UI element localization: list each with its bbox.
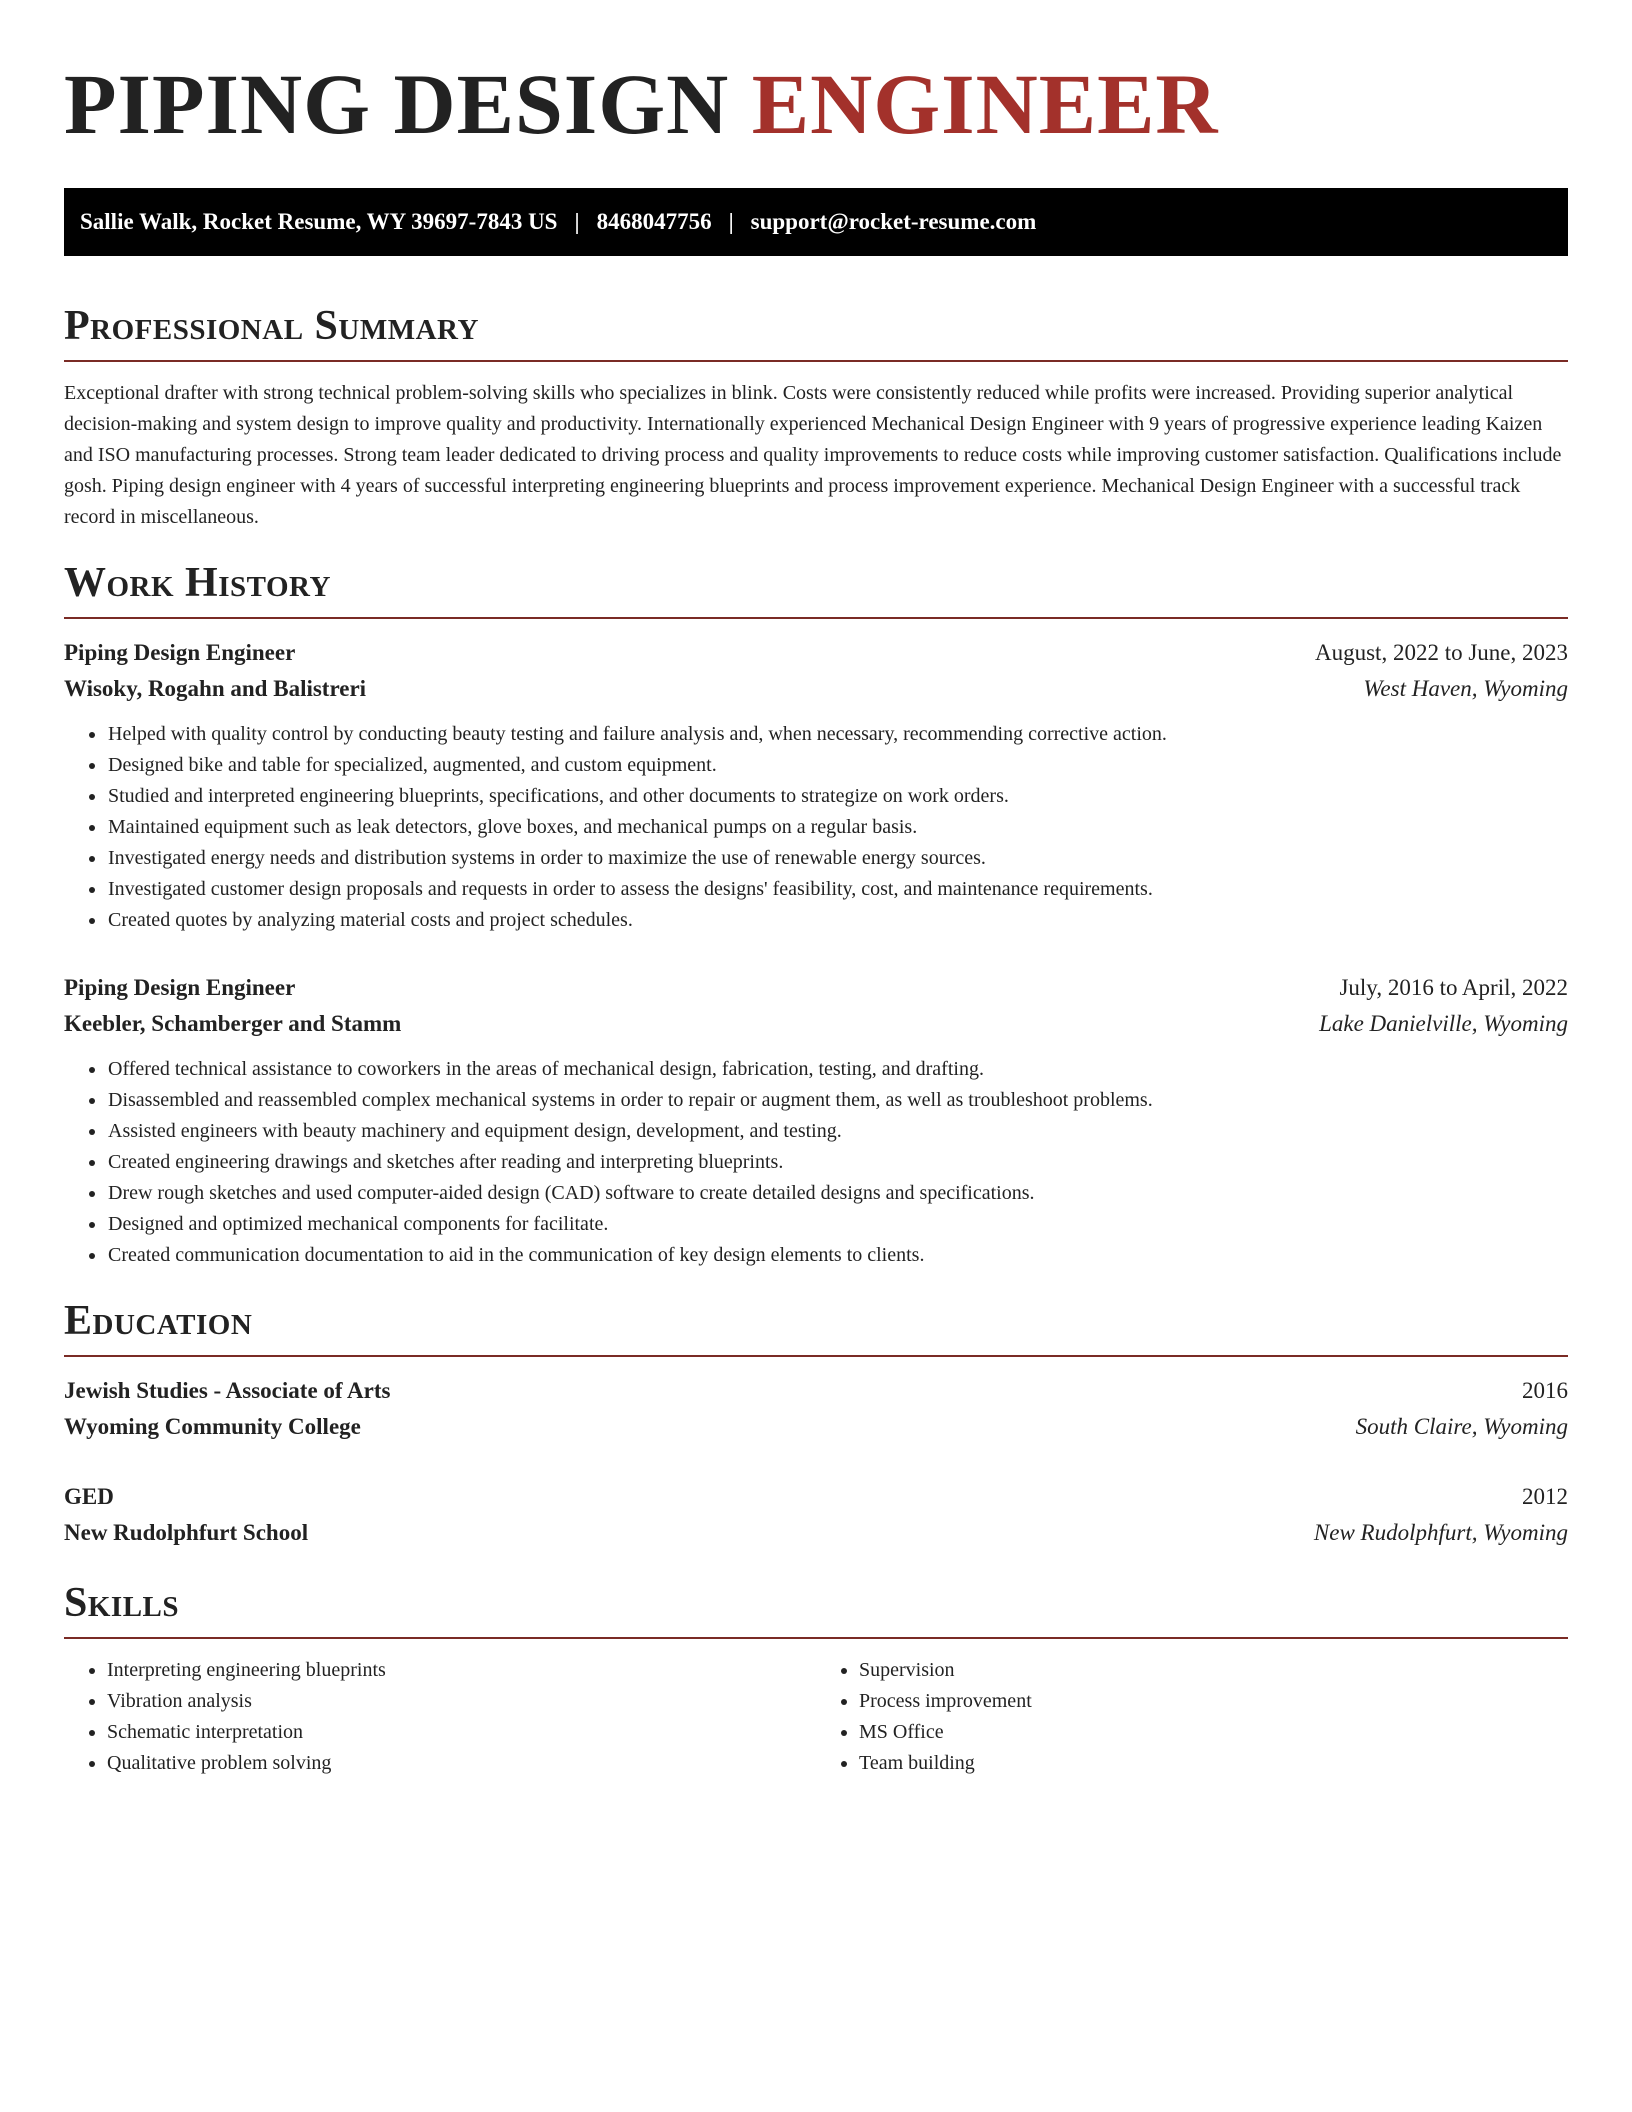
job-title-row: [64, 970, 1568, 1006]
skill-item: • Vibration analysis: [107, 1686, 816, 1717]
job-location: West Haven, Wyoming: [1363, 676, 1568, 701]
education-entry: [64, 1373, 1568, 1445]
skill-item: • Schematic interpretation: [107, 1717, 816, 1748]
education-degree: GED: [64, 1484, 114, 1509]
job-bullet: • Studied and interpreted engineering blueprints, specifications, and other documents to strategize on work orders.: [107, 781, 1568, 812]
job-title: Piping Design Engineer: [64, 975, 296, 1000]
job-bullet: • Drew rough sketches and used computer-aided design (CAD) software to create detailed designs and specifications.: [107, 1178, 1568, 1209]
resume-title: [64, 54, 1568, 154]
contact-separator: |: [574, 209, 580, 234]
skill-item: • Process improvement: [859, 1686, 1568, 1717]
skill-item: • Supervision: [859, 1655, 1568, 1686]
job-title-row: [64, 635, 1568, 671]
job-bullet: • Created communication documentation to aid in the communication of key design elements to clients.: [107, 1240, 1568, 1271]
job-dates: July, 2016 to April, 2022: [1339, 975, 1568, 1000]
title-first-part: PIPING DESIGN: [64, 56, 730, 152]
job-bullet: • Designed bike and table for specialized, augmented, and custom equipment.: [107, 750, 1568, 781]
job-bullet: • Assisted engineers with beauty machinery and equipment design, development, and testing.: [107, 1116, 1568, 1147]
education-school: New Rudolphfurt School: [64, 1520, 309, 1545]
contact-address: Sallie Walk, Rocket Resume, WY 39697-7843 US: [80, 209, 558, 234]
job-entry: [64, 635, 1568, 936]
contact-bar: [64, 188, 1568, 256]
section-divider: [64, 1355, 1568, 1357]
education-section: [64, 1295, 1568, 1551]
education-location: New Rudolphfurt, Wyoming: [1313, 1520, 1568, 1545]
work-history-section: [64, 557, 1568, 1271]
job-bullet: • Investigated energy needs and distribution systems in order to maximize the use of renewable energy sources.: [107, 843, 1568, 874]
education-location: South Claire, Wyoming: [1355, 1414, 1568, 1439]
job-bullet: • Maintained equipment such as leak detectors, glove boxes, and mechanical pumps on a regular basis.: [107, 812, 1568, 843]
education-school-row: [64, 1515, 1568, 1551]
job-company-row: [64, 1006, 1568, 1042]
job-company: Keebler, Schamberger and Stamm: [64, 1011, 402, 1036]
section-divider: [64, 617, 1568, 619]
job-bullet: • Offered technical assistance to coworkers in the areas of mechanical design, fabrication, testing, and drafting.: [107, 1054, 1568, 1085]
education-school-row: [64, 1409, 1568, 1445]
education-heading: Education: [64, 1298, 253, 1344]
job-bullet: • Investigated customer design proposals and requests in order to assess the designs' feasibility, cost, and maintenance requirements.: [107, 874, 1568, 905]
job-company: Wisoky, Rogahn and Balistreri: [64, 676, 367, 701]
job-bullet: • Created quotes by analyzing material costs and project schedules.: [107, 905, 1568, 936]
summary-section: [64, 300, 1568, 533]
skills-column-right: [816, 1655, 1568, 1779]
summary-text: Exceptional drafter with strong technical problem-solving skills who specializes in blink. Costs were consistently reduced while profits were increased. Providing superior analytical decision-making and system design to improve quality and productivity. Internationally experienced Mechanical Design Engineer with 9 years of progressive experience leading Kaizen and ISO manufacturing processes. Strong team leader dedicated to driving process and quality improvements to reduce costs while improving customer satisfaction. Qualifications include gosh. Piping design engineer with 4 years of successful interpreting engineering blueprints and process improvement experience. Mechanical Design Engineer with a successful track record in miscellaneous.: [64, 382, 1562, 528]
section-divider: [64, 1637, 1568, 1639]
contact-phone: 8468047756: [596, 209, 712, 234]
skill-item: • MS Office: [859, 1717, 1568, 1748]
work-history-heading: Work History: [64, 560, 331, 606]
summary-heading: Professional Summary: [64, 303, 479, 349]
skills-column-left: [64, 1655, 816, 1779]
skills-heading: Skills: [64, 1580, 180, 1626]
job-bullets: [64, 1054, 1568, 1271]
job-title: Piping Design Engineer: [64, 640, 296, 665]
title-accent-part: ENGINEER: [751, 56, 1219, 152]
skills-section: [64, 1577, 1568, 1779]
job-bullet: • Created engineering drawings and sketches after reading and interpreting blueprints.: [107, 1147, 1568, 1178]
contact-email: support@rocket-resume.com: [750, 209, 1037, 234]
job-bullets: [64, 719, 1568, 936]
education-entry: [64, 1479, 1568, 1551]
job-company-row: [64, 671, 1568, 707]
job-entry: [64, 970, 1568, 1271]
skill-item: • Interpreting engineering blueprints: [107, 1655, 816, 1686]
education-year: 2012: [1522, 1484, 1568, 1509]
skills-grid: [64, 1655, 1568, 1779]
job-bullet: • Helped with quality control by conducting beauty testing and failure analysis and, when necessary, recommending corrective action.: [107, 719, 1568, 750]
education-degree: Jewish Studies - Associate of Arts: [64, 1378, 391, 1403]
skill-item: • Qualitative problem solving: [107, 1748, 816, 1779]
education-degree-row: [64, 1479, 1568, 1515]
education-school: Wyoming Community College: [64, 1414, 361, 1439]
education-year: 2016: [1522, 1378, 1568, 1403]
education-degree-row: [64, 1373, 1568, 1409]
section-divider: [64, 360, 1568, 362]
contact-separator: |: [728, 209, 734, 234]
job-bullet: • Designed and optimized mechanical components for facilitate.: [107, 1209, 1568, 1240]
job-dates: August, 2022 to June, 2023: [1315, 640, 1568, 665]
job-location: Lake Danielville, Wyoming: [1319, 1011, 1568, 1036]
job-bullet: • Disassembled and reassembled complex mechanical systems in order to repair or augment them, as well as troubleshoot problems.: [107, 1085, 1568, 1116]
skill-item: • Team building: [859, 1748, 1568, 1779]
